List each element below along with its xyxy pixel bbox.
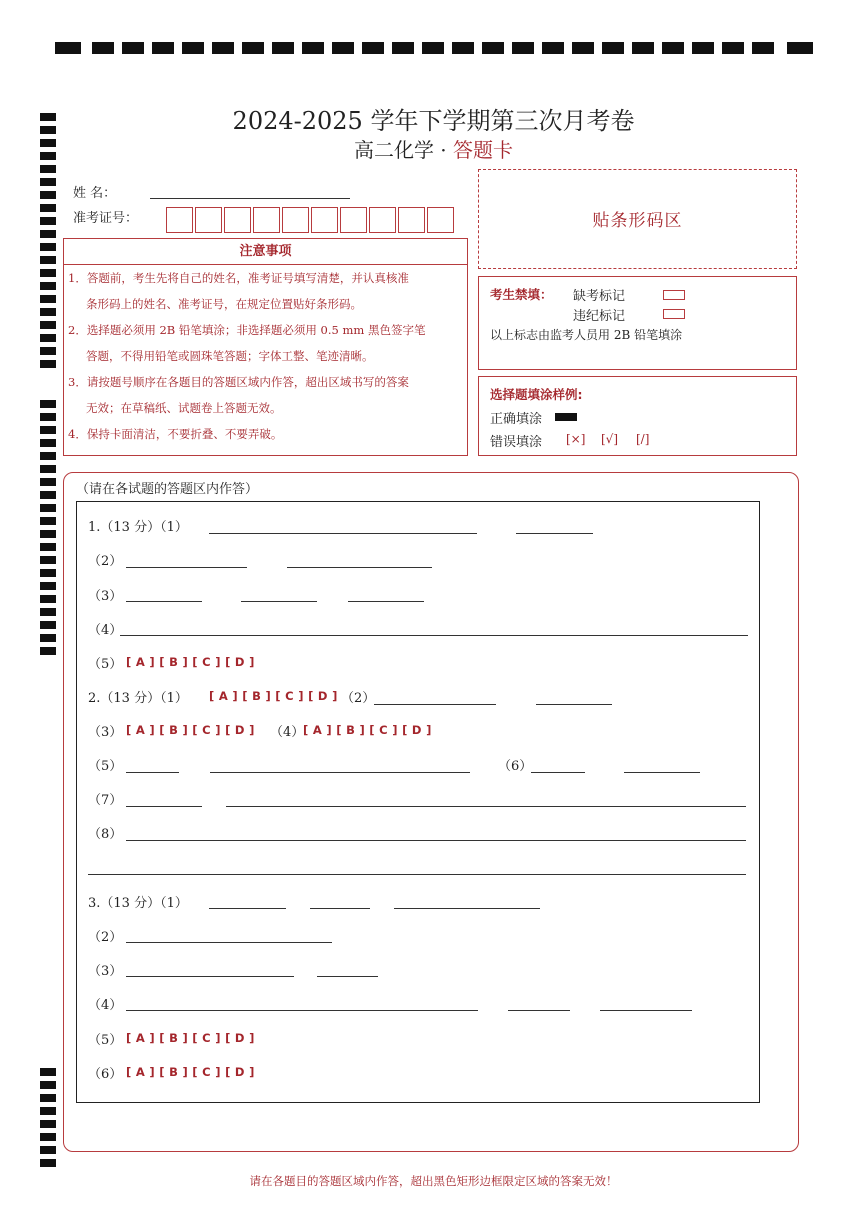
answer-line[interactable] — [209, 533, 477, 534]
q2-p6-label: （6） — [498, 759, 533, 774]
answer-line[interactable] — [126, 840, 746, 841]
notice-item: 条形码上的姓名、准考证号，在规定位置贴好条形码。 — [86, 297, 362, 311]
page-title: 2024-2025 学年下学期第三次月考卷 — [232, 107, 635, 135]
q2-p7-label: （7） — [88, 793, 123, 808]
answer-line[interactable] — [210, 772, 470, 773]
forbidden-note: 以上标志由监考人员用 2B 铅笔填涂 — [490, 328, 683, 342]
answer-line[interactable] — [374, 704, 496, 705]
wrong-mark-cross: [×] — [566, 432, 586, 446]
answer-line[interactable] — [317, 976, 378, 977]
forbidden-label: 考生禁填： — [490, 287, 553, 302]
q2-p4-label: （4） — [270, 725, 305, 740]
answer-line[interactable] — [120, 635, 748, 636]
answer-line[interactable] — [348, 601, 424, 602]
answer-line[interactable] — [88, 874, 746, 875]
q1-p3-label: （3） — [88, 589, 123, 604]
barcode-label: 贴条形码区 — [592, 211, 683, 231]
q3-p4-label: （4） — [88, 998, 123, 1013]
q1-p5-options[interactable]: [ A ] [ B ] [ C ] [ D ] — [126, 655, 255, 669]
q2-p5-label: （5） — [88, 759, 123, 774]
answer-line[interactable] — [600, 1010, 692, 1011]
wrong-mark-check: [√] — [601, 432, 619, 446]
notice-header — [63, 238, 468, 265]
answer-line[interactable] — [394, 908, 540, 909]
wrong-mark-slash: [/] — [636, 432, 650, 446]
q2-p2-label: （2） — [341, 691, 376, 706]
q3-p6-label: （6） — [88, 1067, 123, 1082]
q1-head: 1.（13 分）（1） — [88, 520, 188, 535]
q2-p1-options[interactable]: [ A ] [ B ] [ C ] [ D ] — [209, 689, 338, 703]
id-label: 准考证号： — [73, 211, 139, 226]
notice-item: 2．选择题必须用 2B 铅笔填涂；非选择题必须用 0.5 mm 黑色签字笔 — [68, 323, 426, 337]
q3-p5-label: （5） — [88, 1033, 123, 1048]
barcode-area — [478, 169, 797, 269]
answer-line[interactable] — [624, 772, 700, 773]
answer-line[interactable] — [508, 1010, 570, 1011]
violation-label: 违纪标记 — [573, 309, 626, 324]
q2-p8-label: （8） — [88, 827, 123, 842]
q3-head: 3.（13 分）（1） — [88, 896, 188, 911]
absent-mark-box[interactable] — [663, 290, 685, 300]
answer-line[interactable] — [126, 1010, 478, 1011]
answer-line[interactable] — [209, 908, 286, 909]
q1-p2-label: （2） — [88, 554, 123, 569]
violation-mark-box[interactable] — [663, 309, 685, 319]
card-label: 答题卡 — [453, 138, 514, 162]
q2-p3-options[interactable]: [ A ] [ B ] [ C ] [ D ] — [126, 723, 255, 737]
name-label: 姓 名： — [73, 186, 117, 201]
name-field[interactable] — [150, 198, 350, 199]
answer-line[interactable] — [536, 704, 612, 705]
wrong-label: 错误填涂 — [490, 435, 543, 450]
answer-line[interactable] — [126, 601, 202, 602]
q1-p5-label: （5） — [88, 657, 123, 672]
notice-item: 无效；在草稿纸、试题卷上答题无效。 — [86, 401, 282, 415]
q1-p4-label: （4） — [88, 623, 123, 638]
notice-item: 4．保持卡面清洁，不要折叠、不要弄破。 — [68, 427, 283, 441]
q2-head: 2.（13 分）（1） — [88, 691, 188, 706]
page-subtitle — [0, 134, 867, 163]
answer-line[interactable] — [126, 806, 202, 807]
q3-p2-label: （2） — [88, 930, 123, 945]
notice-title: 注意事项 — [239, 244, 292, 259]
notice-item: 1．答题前，考生先将自己的姓名，准考证号填写清楚，并认真核准 — [68, 271, 409, 285]
subject-label: 高二化学 · — [353, 138, 454, 162]
answer-box — [76, 501, 760, 1103]
answer-line[interactable] — [516, 533, 593, 534]
filled-mark-example — [555, 413, 577, 421]
example-title: 选择题填涂样例: — [490, 387, 583, 402]
q3-p6-options[interactable]: [ A ] [ B ] [ C ] [ D ] — [126, 1065, 255, 1079]
q2-p4-options[interactable]: [ A ] [ B ] [ C ] [ D ] — [303, 723, 432, 737]
q2-p3-label: （3） — [88, 725, 123, 740]
footer-note: 请在各题目的答题区域内作答，超出黑色矩形边框限定区域的答案无效！ — [249, 1174, 618, 1188]
answer-line[interactable] — [310, 908, 370, 909]
answer-line[interactable] — [241, 601, 317, 602]
answer-line[interactable] — [531, 772, 585, 773]
answer-line[interactable] — [287, 567, 432, 568]
correct-label: 正确填涂 — [490, 412, 543, 427]
answer-hint: （请在各试题的答题区内作答） — [76, 482, 259, 497]
answer-line[interactable] — [126, 567, 247, 568]
answer-line[interactable] — [126, 772, 179, 773]
answer-line[interactable] — [126, 976, 294, 977]
answer-line[interactable] — [126, 942, 332, 943]
answer-line[interactable] — [226, 806, 746, 807]
notice-item: 答题，不得用铅笔或圆珠笔答题；字体工整、笔迹清晰。 — [86, 349, 374, 363]
notice-item: 3．请按题号顺序在各题目的答题区域内作答，超出区域书写的答案 — [68, 375, 409, 389]
absent-label: 缺考标记 — [573, 289, 626, 304]
q3-p5-options[interactable]: [ A ] [ B ] [ C ] [ D ] — [126, 1031, 255, 1045]
q3-p3-label: （3） — [88, 964, 123, 979]
